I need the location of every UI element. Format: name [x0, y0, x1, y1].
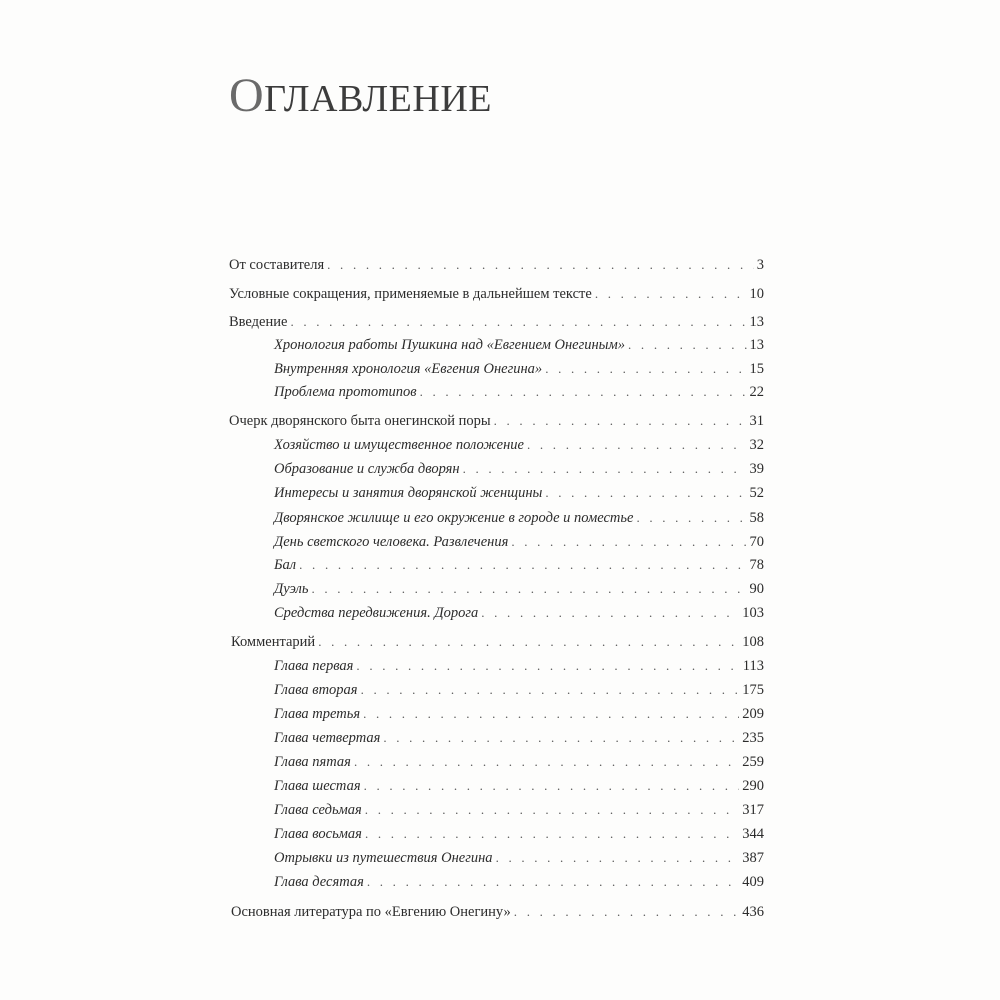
- leader-dots: [356, 658, 739, 674]
- toc-subentry[interactable]: [274, 461, 764, 478]
- toc-subentry[interactable]: [274, 361, 764, 378]
- leader-dots: [636, 510, 746, 526]
- toc-entry-page: 13: [749, 337, 764, 353]
- toc-entry-page: 317: [742, 802, 764, 818]
- toc-entry-page: 39: [749, 461, 764, 477]
- toc-entry-title: Очерк дворянского быта онегинской поры: [229, 413, 491, 429]
- toc-entry[interactable]: [229, 257, 764, 274]
- toc-entry[interactable]: [231, 904, 764, 921]
- toc-entry[interactable]: [229, 413, 764, 430]
- leader-dots: [299, 557, 746, 573]
- toc-entry-page: 78: [749, 557, 764, 573]
- toc-entry-title: Условные сокращения, применяемые в дальнейшем тексте: [229, 286, 592, 302]
- toc-entry-title: Введение: [229, 314, 288, 330]
- toc-entry-page: 259: [742, 754, 764, 770]
- leader-dots: [318, 634, 739, 650]
- toc-subentry[interactable]: [274, 778, 764, 795]
- leader-dots: [363, 706, 739, 722]
- toc-subentry[interactable]: [274, 706, 764, 723]
- toc-subentry[interactable]: [274, 754, 764, 771]
- toc-entry-title: Глава десятая: [274, 874, 364, 890]
- toc-entry-page: 344: [742, 826, 764, 842]
- toc-entry-page: 290: [742, 778, 764, 794]
- toc-entry[interactable]: [229, 314, 764, 331]
- toc-subentry[interactable]: [274, 605, 764, 622]
- toc-entry-page: 22: [749, 384, 764, 400]
- toc-entry-page: 31: [749, 413, 764, 429]
- leader-dots: [383, 730, 739, 746]
- toc-entry-page: 103: [742, 605, 764, 621]
- leader-dots: [365, 802, 739, 818]
- toc-entry-title: Проблема прототипов: [274, 384, 417, 400]
- leader-dots: [290, 314, 746, 330]
- toc-entry-title: Внутренняя хронология «Евгения Онегина»: [274, 361, 543, 377]
- toc-entry-page: 235: [742, 730, 764, 746]
- leader-dots: [327, 257, 754, 273]
- toc-entry-title: Глава восьмая: [274, 826, 362, 842]
- toc-subentry[interactable]: [274, 534, 764, 551]
- toc-subentry[interactable]: [274, 337, 764, 354]
- leader-dots: [354, 754, 739, 770]
- leader-dots: [361, 682, 740, 698]
- toc-entry-page: 409: [742, 874, 764, 890]
- toc-entry-page: 10: [749, 286, 764, 302]
- leader-dots: [595, 286, 747, 302]
- toc-entry-page: 32: [749, 437, 764, 453]
- toc-entry-page: 52: [749, 485, 764, 501]
- toc-entry-title: Основная литература по «Евгению Онегину»: [231, 904, 511, 920]
- toc-entry-title: Комментарий: [231, 634, 316, 650]
- leader-dots: [481, 605, 739, 621]
- toc-subentry[interactable]: [274, 384, 764, 401]
- title-rest: ГЛАВЛЕНИЕ: [264, 78, 492, 120]
- toc-entry-title: Глава пятая: [274, 754, 351, 770]
- leader-dots: [545, 361, 746, 377]
- toc-entry-title: Глава третья: [274, 706, 361, 722]
- leader-dots: [463, 461, 747, 477]
- toc-subentry[interactable]: [274, 730, 764, 747]
- toc-entry-page: 436: [742, 904, 764, 920]
- toc-entry-title: Глава первая: [274, 658, 354, 674]
- toc-entry-title: Интересы и занятия дворянской женщины: [274, 485, 543, 501]
- toc-entry-page: 108: [742, 634, 764, 650]
- leader-dots: [364, 778, 740, 794]
- leader-dots: [514, 904, 739, 920]
- toc-entry-title: Глава четвертая: [274, 730, 381, 746]
- toc-entry[interactable]: [231, 634, 764, 651]
- toc-subentry[interactable]: [274, 802, 764, 819]
- toc-entry-page: 70: [749, 534, 764, 550]
- toc-subentry[interactable]: [274, 850, 764, 867]
- toc-entry-title: Отрывки из путешествия Онегина: [274, 850, 493, 866]
- leader-dots: [496, 850, 740, 866]
- toc-subentry[interactable]: [274, 874, 764, 891]
- leader-dots: [527, 437, 747, 453]
- toc-entry-page: 175: [742, 682, 764, 698]
- toc-entry[interactable]: [229, 286, 764, 303]
- toc-entry-page: 15: [749, 361, 764, 377]
- toc-subentry[interactable]: [274, 826, 764, 843]
- toc-entry-page: 113: [742, 658, 764, 674]
- toc-subentry[interactable]: [274, 485, 764, 502]
- toc-entry-title: Образование и служба дворян: [274, 461, 460, 477]
- toc-entry-page: 3: [756, 257, 764, 273]
- toc-subentry[interactable]: [274, 557, 764, 574]
- toc-entry-title: День светского человека. Развлечения: [274, 534, 509, 550]
- toc-entry-title: Средства передвижения. Дорога: [274, 605, 479, 621]
- toc-entry-page: 209: [742, 706, 764, 722]
- toc-entry-page: 387: [742, 850, 764, 866]
- toc-entry-page: 90: [749, 581, 764, 597]
- leader-dots: [367, 874, 739, 890]
- toc-entry-title: От составителя: [229, 257, 325, 273]
- leader-dots: [420, 384, 747, 400]
- toc-subentry[interactable]: [274, 682, 764, 699]
- toc-entry-title: Глава шестая: [274, 778, 361, 794]
- toc-entry-title: Бал: [274, 557, 297, 573]
- toc-entry-title: Хозяйство и имущественное положение: [274, 437, 524, 453]
- leader-dots: [628, 337, 746, 353]
- title-initial: О: [229, 69, 265, 122]
- toc-subentry[interactable]: [274, 437, 764, 454]
- toc-entry-title: Глава вторая: [274, 682, 358, 698]
- leader-dots: [511, 534, 746, 550]
- leader-dots: [365, 826, 739, 842]
- toc-entry-title: Глава седьмая: [274, 802, 362, 818]
- toc-entry-page: 13: [749, 314, 764, 330]
- toc-entry-title: Хронология работы Пушкина над «Евгением Онегиным»: [274, 337, 626, 353]
- toc-subentry[interactable]: [274, 581, 764, 598]
- toc-entry-page: 58: [749, 510, 764, 526]
- toc-entry-title: Дворянское жилище и его окружение в городе и поместье: [274, 510, 634, 526]
- leader-dots: [494, 413, 747, 429]
- toc-subentry[interactable]: [274, 658, 764, 675]
- toc-entry-title: Дуэль: [274, 581, 309, 597]
- toc-subentry[interactable]: [274, 510, 764, 527]
- leader-dots: [545, 485, 746, 501]
- leader-dots: [311, 581, 746, 597]
